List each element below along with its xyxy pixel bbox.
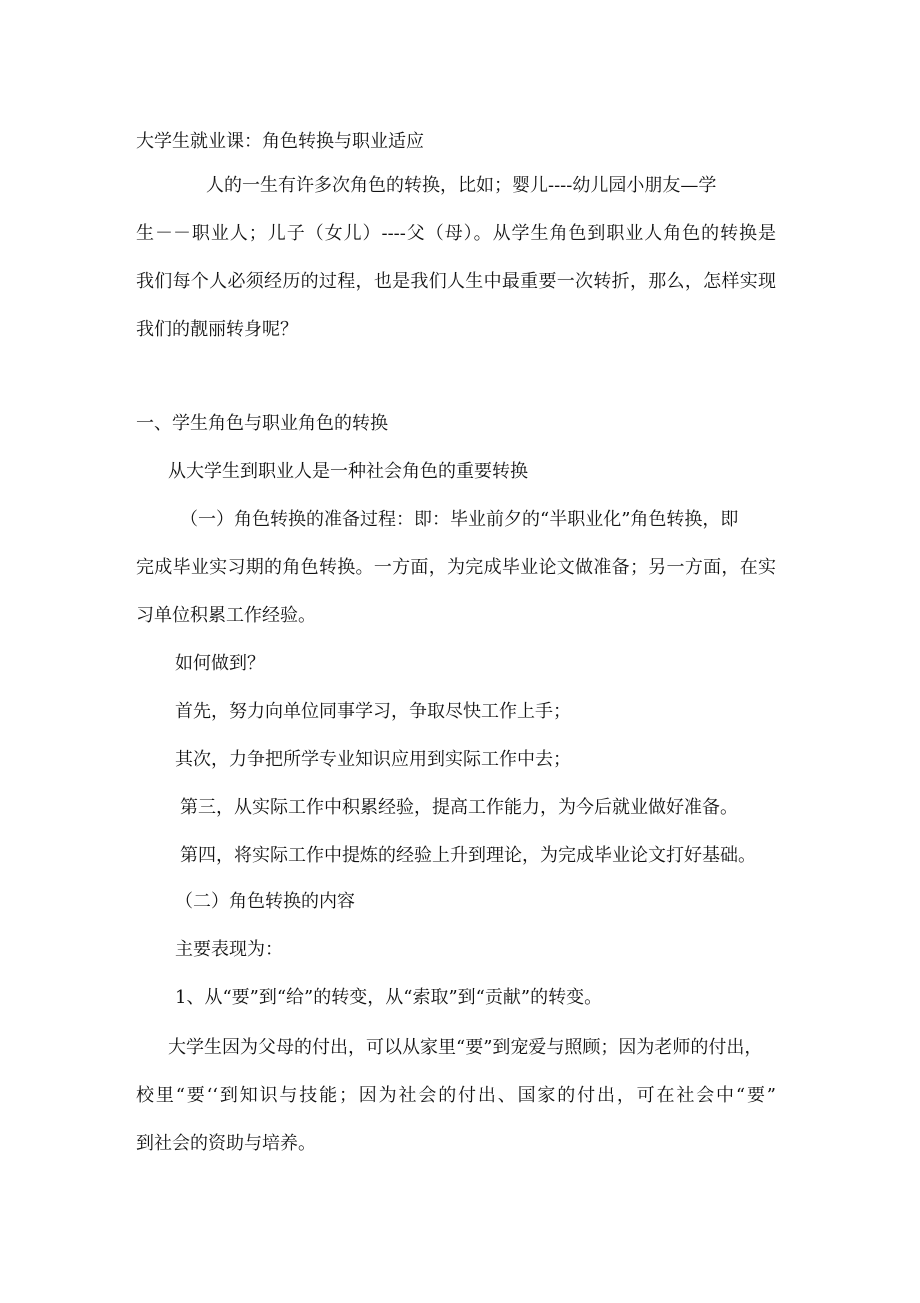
point-1: 1、从“要”到“给”的转变，从“索取”到“贡献”的转变。	[175, 987, 603, 1008]
main-points-label: 主要表现为：	[175, 939, 283, 960]
paragraph-line-3: 到社会的资助与培养。	[136, 1133, 316, 1154]
intro-line-1: 人的一生有许多次角色的转换，比如；婴儿----幼儿园小朋友—学	[206, 175, 717, 196]
step-fourth: 第四，将实际工作中提炼的经验上升到理论，为完成毕业论文打好基础。	[180, 845, 756, 866]
step-first: 首先，努力向单位同事学习，争取尽快工作上手；	[175, 701, 571, 722]
subsection-1-line-1: （一）角色转换的准备过程：即：毕业前夕的“半职业化”角色转换，即	[180, 509, 739, 530]
intro-line-4: 我们的靓丽转身呢？	[136, 319, 298, 340]
intro-line-3: 我们每个人必须经历的过程，也是我们人生中最重要一次转折，那么，怎样实现	[136, 271, 776, 292]
how-title: 如何做到？	[175, 653, 265, 674]
document-title: 大学生就业课：角色转换与职业适应	[136, 131, 424, 152]
step-third: 第三，从实际工作中积累经验，提高工作能力，为今后就业做好准备。	[180, 797, 738, 818]
subsection-1-line-3: 习单位积累工作经验。	[136, 605, 316, 626]
subsection-2-heading: （二）角色转换的内容	[175, 891, 355, 912]
section-lead: 从大学生到职业人是一种社会角色的重要转换	[168, 461, 528, 482]
intro-line-2: 生－－职业人；儿子（女儿）----父（母）。从学生角色到职业人角色的转换是	[136, 223, 776, 244]
section-heading: 一、学生角色与职业角色的转换	[136, 413, 388, 434]
subsection-1-line-2: 完成毕业实习期的角色转换。一方面，为完成毕业论文做准备；另一方面，在实	[136, 557, 776, 578]
paragraph-line-2: 校里“要‘‘到知识与技能；因为社会的付出、国家的付出，可在社会中“要”	[136, 1085, 776, 1106]
step-second: 其次，力争把所学专业知识应用到实际工作中去；	[175, 749, 571, 770]
paragraph-line-1: 大学生因为父母的付出，可以从家里“要”到宠爱与照顾；因为老师的付出，	[168, 1037, 763, 1058]
